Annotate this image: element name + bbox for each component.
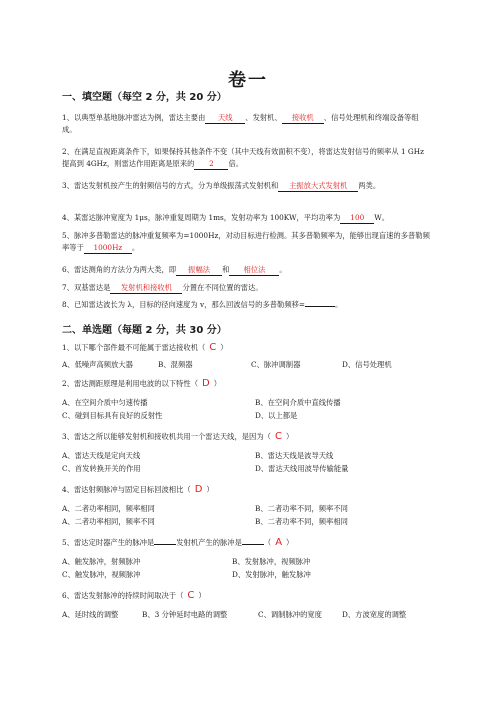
option-b: B、3 分钟延时电路的调整: [142, 610, 228, 619]
answer-letter: C: [274, 431, 282, 442]
question-fill-7: [62, 282, 432, 294]
question-text: 7、双基雷达是: [62, 283, 111, 292]
question-stem: 6、雷达发射脉冲的持续时间取决于（: [62, 591, 184, 600]
paren-close: ）: [213, 379, 221, 388]
option-a: A、雷达天线是定向天线: [62, 451, 141, 460]
answer-letter: C: [209, 342, 217, 353]
question-text: 。: [131, 243, 140, 252]
question-text: 2、在满足直视距离条件下，如果保持其他条件不变（其中天线有效面积不变），将雷达发射信号的频率从 1 GHz 提高到 4GHz，则雷达作用距离是原来的: [62, 147, 424, 168]
answer-blank: 接收机: [282, 113, 324, 124]
section-heading-single-choice: 二、单选题（每题 2 分，共 30 分）: [62, 325, 227, 336]
option-c: C、脉冲调制器: [251, 360, 301, 369]
answer-blank: 发射机和接收机: [110, 283, 182, 294]
question-text: 。: [335, 300, 343, 309]
question-text: 3、雷达发射机按产生的射频信号的方式，分为单级振荡式发射机和: [62, 181, 279, 190]
question-text: 两类。: [358, 181, 381, 190]
question-text: 6、雷达测角的方法分为两大类，即: [62, 265, 177, 274]
question-fill-2: [62, 146, 432, 170]
question-text: 、发射机、: [245, 113, 282, 122]
option-b: B、二者功率不同，频率不同: [255, 504, 348, 513]
paren-close: ）: [220, 343, 228, 352]
question-fill-8: [62, 299, 432, 311]
question-stem: 发射机产生的脉冲是: [176, 538, 242, 547]
question-fill-5: [62, 230, 432, 254]
question-choice-3: [62, 431, 432, 443]
option-d: D、以上都是: [255, 411, 298, 420]
options-q2: [62, 397, 434, 423]
options-q5: [62, 556, 434, 582]
question-text: 分置在不同位置的雷达。: [182, 283, 263, 292]
option-a: A、在空间介质中匀速传播: [62, 398, 148, 407]
option-a: A、触发脉冲，射频脉冲: [62, 557, 141, 566]
option-c: A、二者功率相同，频率不同: [62, 517, 155, 526]
question-text: 和: [222, 265, 230, 274]
answer-letter: D: [202, 378, 210, 389]
question-stem: 2、雷达测距原理是利用电波的以下特性（: [62, 379, 198, 388]
paren-close: ）: [198, 591, 206, 600]
question-text: 4、某雷达脉冲宽度为 1μs，脉冲重复周期为 1ms，发射功率为 100KW，平均功率为: [62, 213, 341, 222]
options-q3: [62, 450, 434, 476]
question-choice-6: [62, 590, 432, 602]
option-d: D、方波宽度的调整: [342, 610, 407, 619]
option-c: C、调制脉冲的宽度: [258, 610, 322, 619]
question-fill-3: [62, 180, 432, 192]
option-d: B、二者功率不同，频率相同: [255, 517, 348, 526]
answer-blank: [154, 544, 176, 545]
option-a: A、二者功率相同，频率相同: [62, 504, 155, 513]
question-choice-5: [62, 537, 432, 549]
option-d: D、雷达天线用波导传输能量: [255, 464, 349, 473]
answer-blank: 天线: [205, 113, 245, 124]
question-text: 、信号处理机和终端设备等组成。: [62, 113, 419, 134]
option-b: B、混频器: [158, 360, 193, 369]
question-fill-4: [62, 212, 432, 224]
option-c: C、碰到目标具有良好的反射性: [62, 411, 163, 420]
paren-close: ）: [206, 485, 214, 494]
question-stem: 4、雷达射频脉冲与固定目标回波相比（: [62, 485, 191, 494]
question-fill-6: [62, 264, 432, 276]
answer-blank: 1000Hz: [84, 243, 132, 254]
option-b: B、在空间介质中直线传播: [255, 398, 341, 407]
answer-letter: D: [194, 484, 203, 495]
option-c: C、首发转换开关的作用: [62, 464, 141, 473]
answer-blank: [242, 544, 264, 545]
question-choice-4: [62, 484, 432, 496]
answer-blank: 2: [194, 159, 228, 170]
answer-letter: C: [187, 590, 195, 601]
question-text: 8、已知雷达波长为 λ，目标的径向速度为 v，那么回波信号的多普勒频移=: [62, 300, 306, 309]
option-d: D、发射脉冲，触发脉冲: [232, 570, 311, 579]
question-choice-2: [62, 378, 432, 390]
question-stem: 1、以下哪个部件最不可能属于雷达接收机（: [62, 343, 206, 352]
question-stem: 3、雷达之所以能够发射机和接收机共用一个雷达天线，是因为（: [62, 432, 271, 441]
answer-blank: 100: [340, 213, 374, 224]
question-stem: 5、雷达定时器产生的脉冲是: [62, 538, 155, 547]
answer-letter: A: [275, 537, 283, 548]
question-text: 1、以典型单基地脉冲雷达为例，雷达主要由: [62, 113, 206, 122]
answer-blank: [305, 306, 335, 307]
answer-blank: 相位法: [229, 265, 279, 276]
question-stem: （: [263, 538, 272, 547]
question-text: 倍。: [228, 159, 244, 168]
option-b: B、发射脉冲，视频脉冲: [232, 557, 311, 566]
page-title: 卷一: [228, 70, 268, 91]
option-c: C、触发脉冲，视频脉冲: [62, 570, 141, 579]
option-a: A、低噪声高频放大器: [62, 360, 133, 369]
question-text: 。: [279, 265, 287, 274]
option-a: A、延时线的调整: [62, 610, 119, 619]
option-d: D、信号处理机: [342, 360, 392, 369]
question-fill-1: [62, 112, 432, 136]
paren-close: ）: [285, 432, 294, 441]
section-heading-fill-in: 一、填空题（每空 2 分，共 20 分）: [62, 92, 227, 103]
answer-blank: 主振放大式发射机: [278, 181, 358, 192]
question-text: 5、脉冲多普勒雷达的脉冲重复频率为=1000Hz，对动目标进行检测。其多普勒频率为，能够出现盲速的多普勒频率等于: [62, 231, 430, 252]
question-choice-1: [62, 342, 432, 354]
answer-blank: 振幅法: [176, 265, 222, 276]
paren-close: ）: [286, 538, 294, 547]
question-text: W。: [374, 213, 390, 222]
option-b: B、雷达天线是波导天线: [255, 451, 334, 460]
options-q4: [62, 503, 434, 529]
